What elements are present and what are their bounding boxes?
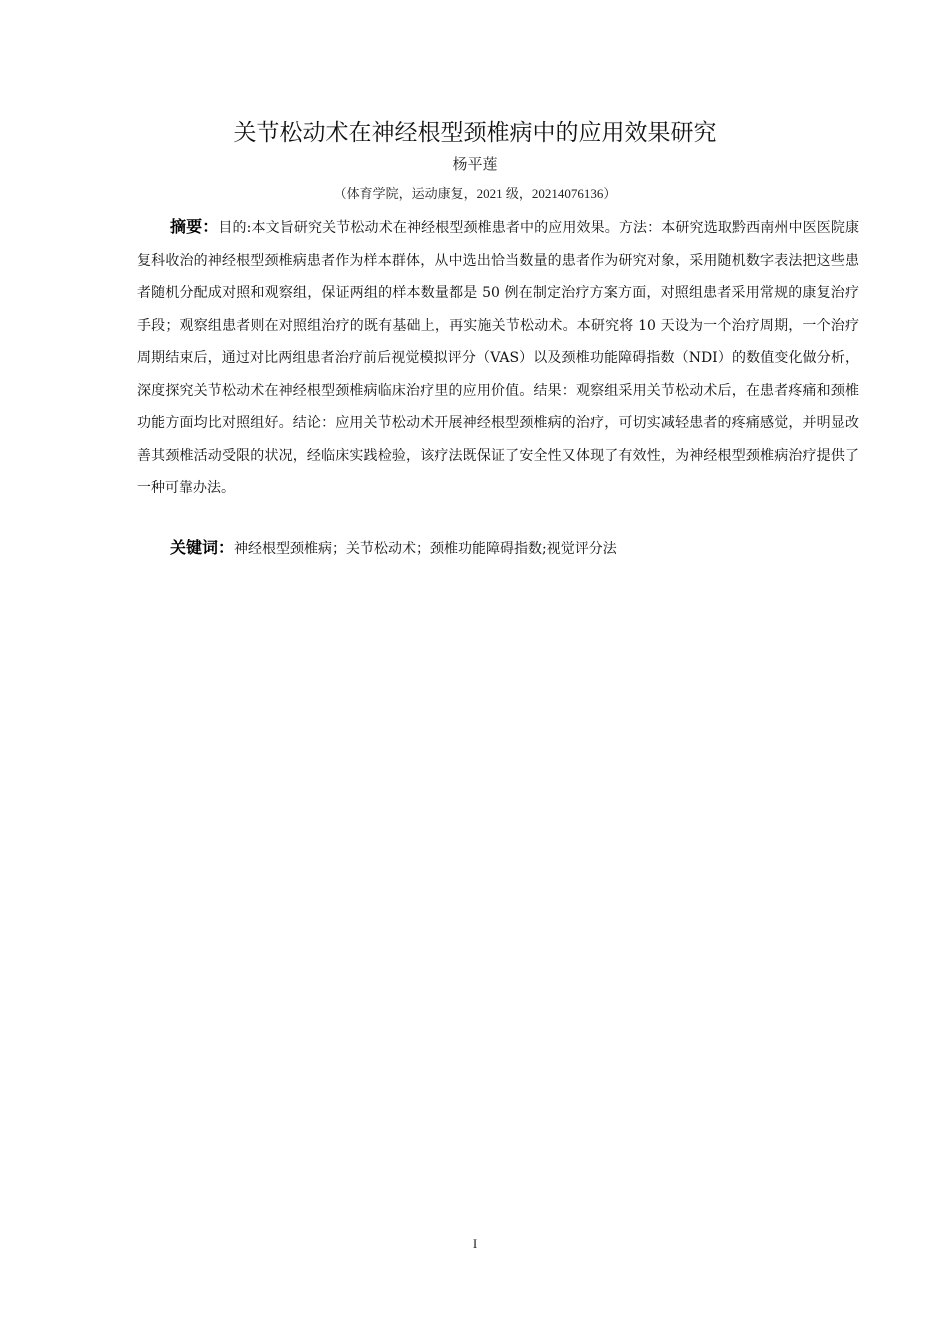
abstract-paragraph bbox=[137, 211, 859, 505]
abstract-label: 摘要： bbox=[170, 217, 219, 236]
author-affiliation: （体育学院，运动康复，2021 级，20214076136） bbox=[333, 186, 617, 201]
page-number: I bbox=[472, 1236, 478, 1251]
keywords-paragraph bbox=[137, 532, 859, 565]
keywords-text: 神经根型颈椎病；关节松动术；颈椎功能障碍指数;视觉评分法 bbox=[234, 541, 617, 557]
keywords-label: 关键词： bbox=[170, 538, 235, 557]
paper-title: 关节松动术在神经根型颈椎病中的应用效果研究 bbox=[233, 120, 717, 146]
author-name: 杨平莲 bbox=[452, 155, 498, 173]
abstract-text: 目的:本文旨研究关节松动术在神经根型颈椎患者中的应用效果。方法：本研究选取黔西南州中医医院康复科收治的神经根型颈椎病患者作为样本群体，从中选出恰当数量的患者作为研究对象，采用随机数字表法把这些患者随机分配成对照和观察组，保证两组的样本数量都是 50 例在制定治疗方案方面，对照组患者采用常规的康复治疗手段；观察组患者则在对照组治疗的既有基础上，再实施关节松动术。本研究将 10 天设为一个治疗周期，一个治疗周期结束后，通过对比两组患者治疗前后视觉模拟评分（VAS）以及颈椎功能障碍指数（NDI）的数值变化做分析，深度探究关节松动术在神经根型颈椎病临床治疗里的应用价值。结果：观察组采用关节松动术后，在患者疼痛和颈椎功能方面均比对照组好。结论：应用关节松动术开展神经根型颈椎病的治疗，可切实减轻患者的疼痛感觉，并明显改善其颈椎活动受限的状况，经临床实践检验，该疗法既保证了安全性又体现了有效性，为神经根型颈椎病治疗提供了一种可靠办法。 bbox=[137, 220, 859, 496]
